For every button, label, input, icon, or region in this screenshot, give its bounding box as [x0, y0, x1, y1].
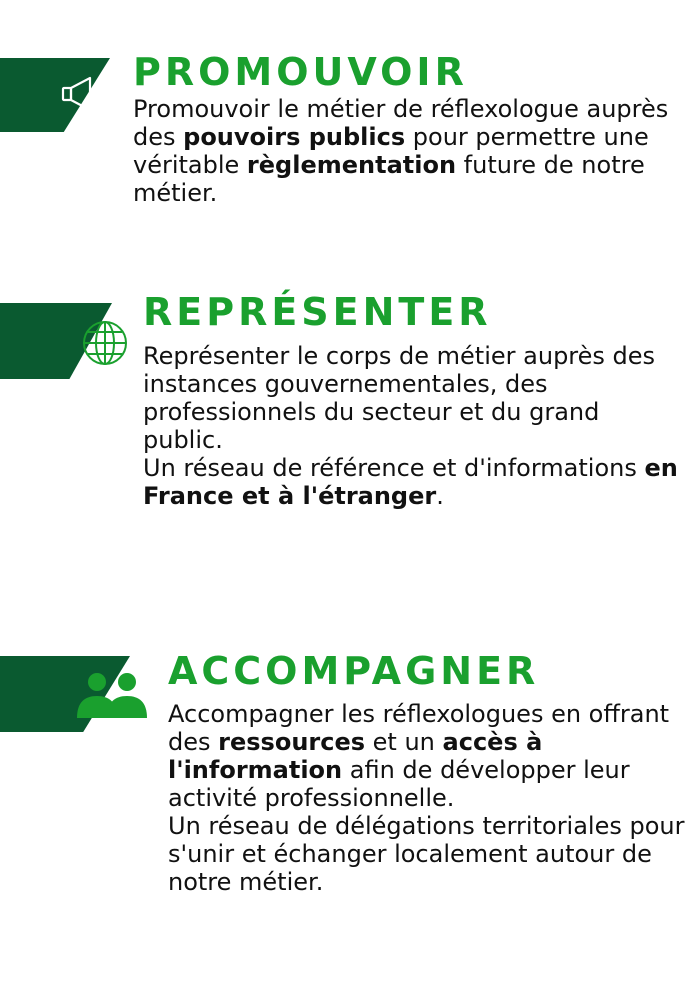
section-accompagner — [0, 620, 700, 989]
section-body — [143, 342, 683, 510]
megaphone-icon — [60, 74, 116, 114]
globe-icon — [80, 318, 130, 368]
body-paragraph: Un réseau de délégations territoriales pour s'unir et échanger localement autour de notre métier. — [168, 812, 685, 896]
body-paragraph: Un réseau de référence et d'informations en France et à l'étranger. — [143, 454, 678, 510]
body-paragraph: Représenter le corps de métier auprès des instances gouvernementales, des professionnels du secteur et du grand public. — [143, 342, 656, 454]
section-title: ACCOMPAGNER — [168, 649, 540, 693]
body-paragraph: Accompagner les réflexologues en offrant des ressources et un accès à l'information afin de développer leur activité professionnelle. — [168, 700, 670, 812]
body-paragraph: Promouvoir le métier de réflexologue auprès des pouvoirs publics pour permettre une véritable règlementation future de notre métier. — [133, 95, 669, 207]
section-title: REPRÉSENTER — [143, 290, 492, 334]
section-promouvoir — [0, 0, 700, 260]
section-title: PROMOUVOIR — [133, 50, 468, 94]
section-body — [168, 700, 688, 896]
people-icon — [72, 670, 152, 720]
section-body — [133, 95, 673, 207]
section-representer — [0, 260, 700, 620]
